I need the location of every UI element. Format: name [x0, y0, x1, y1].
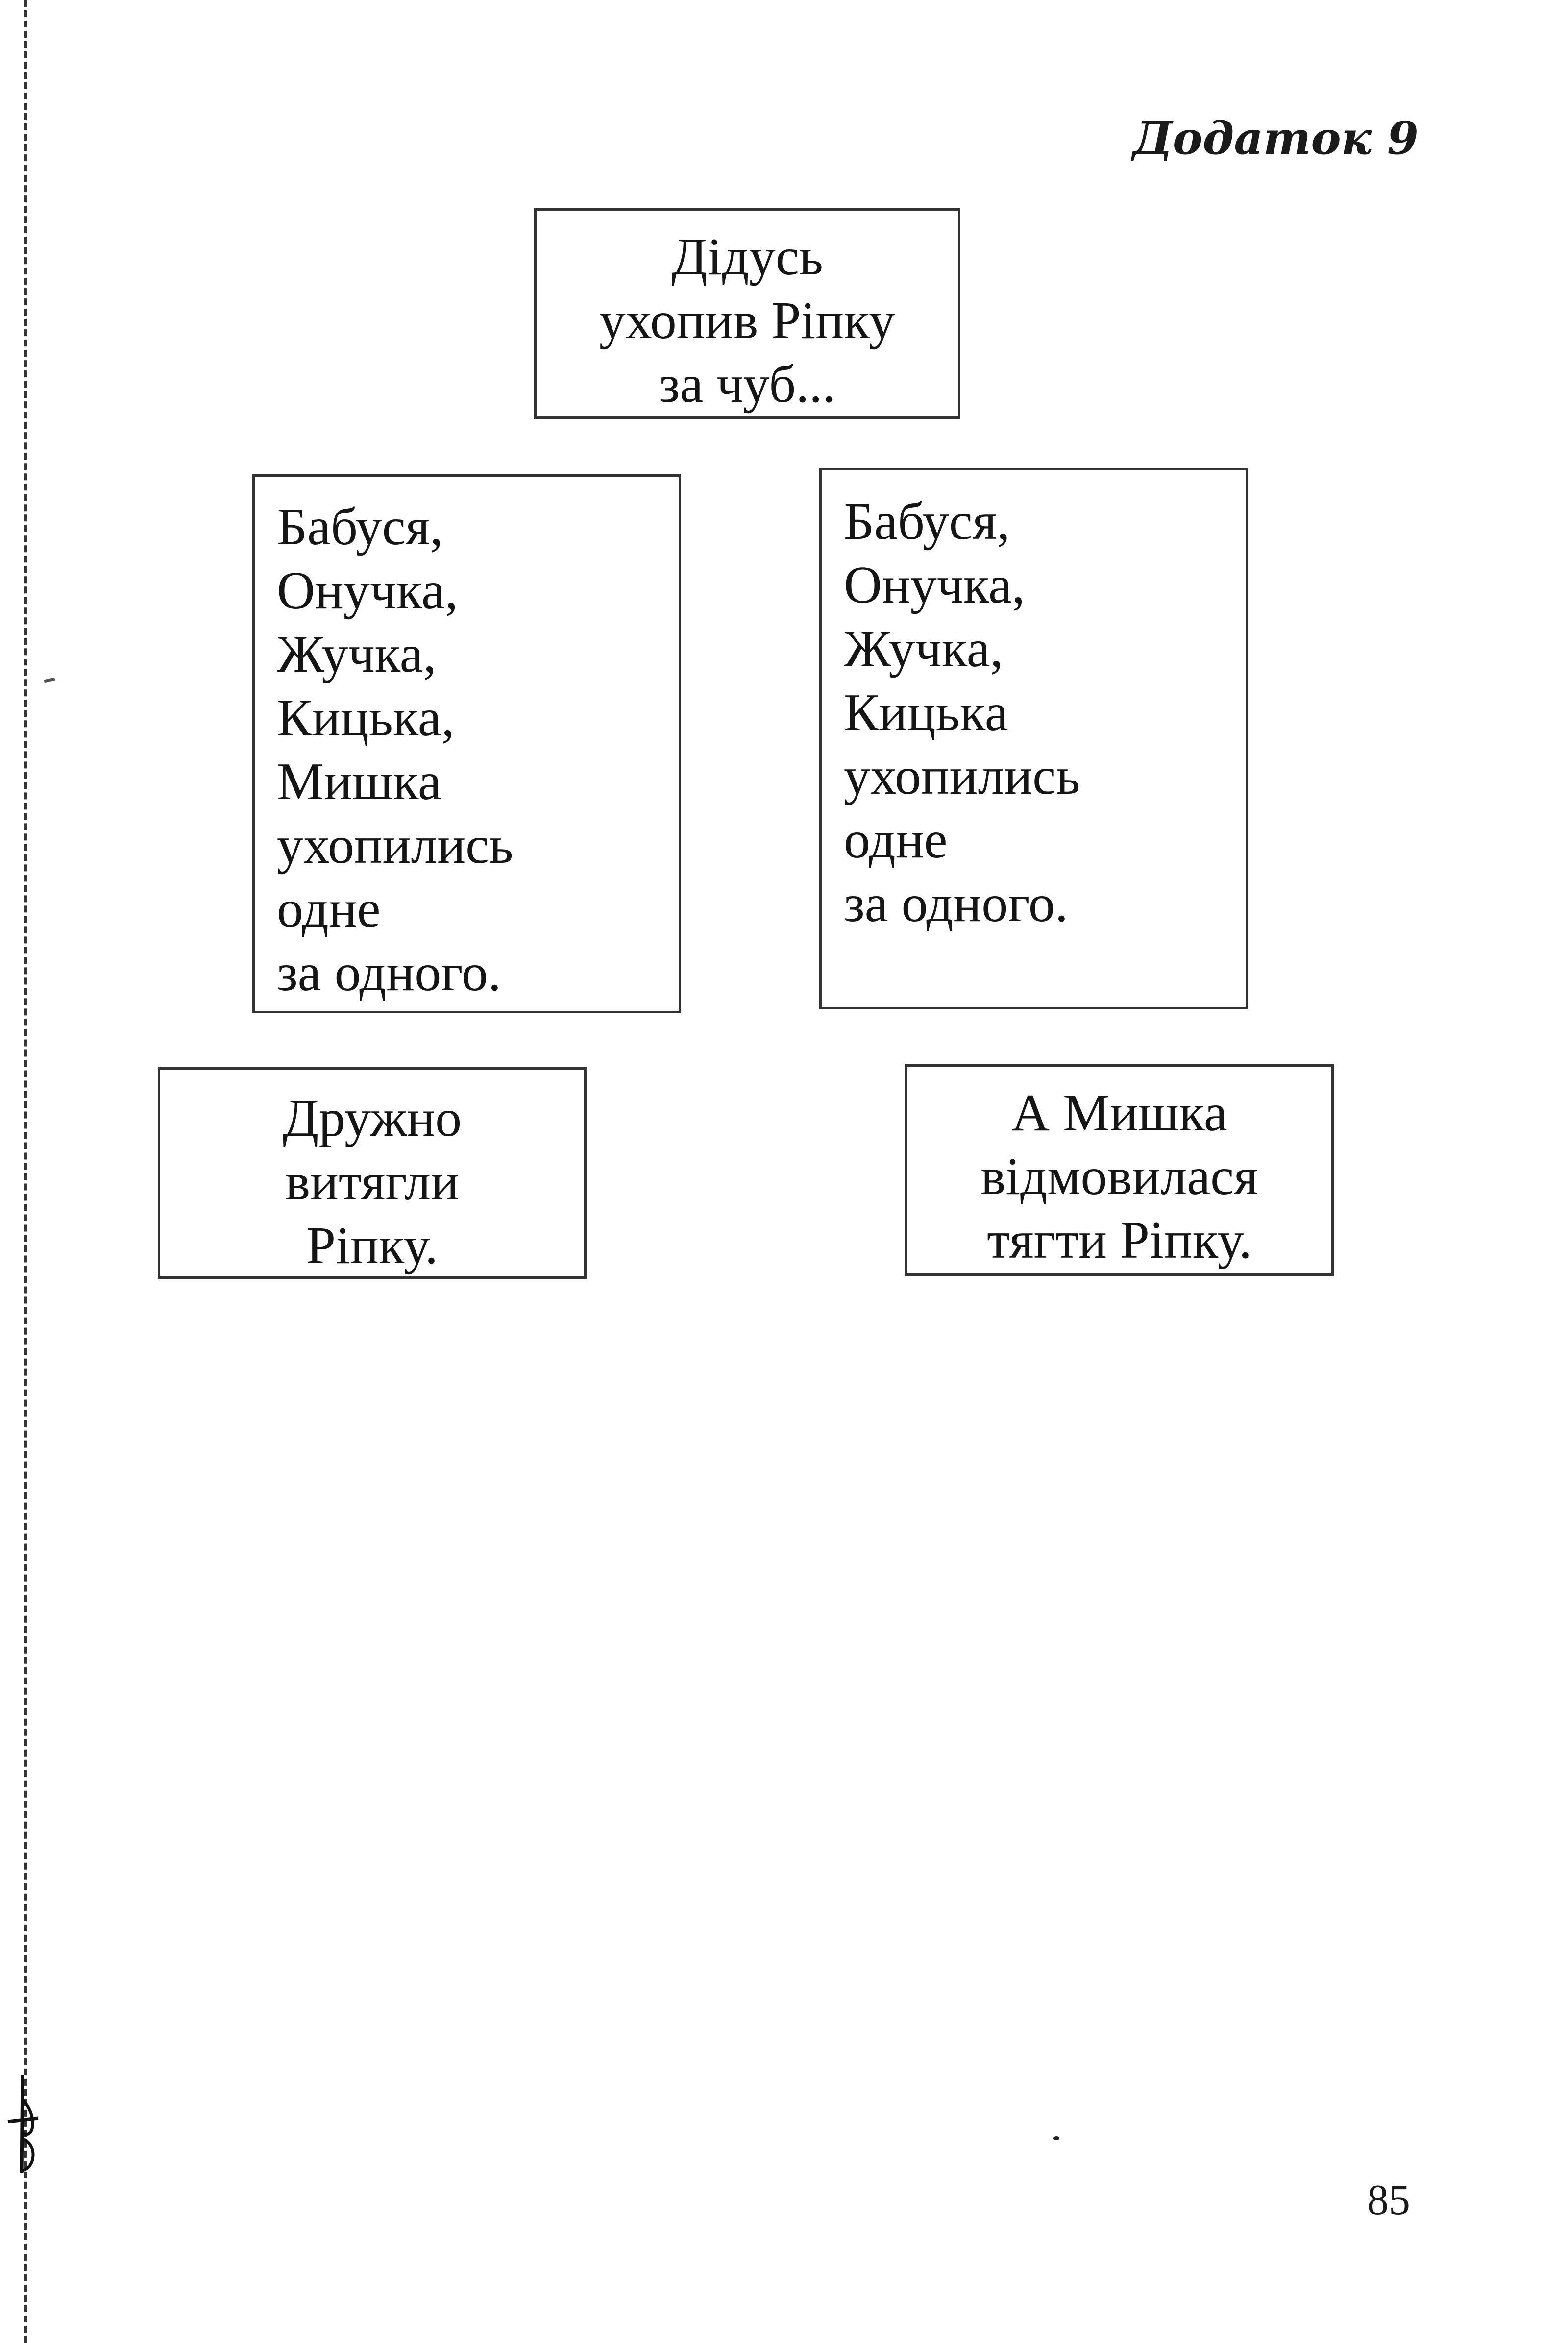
card-line: Мишка — [277, 753, 441, 811]
card-line: Ріпку. — [306, 1217, 438, 1275]
ink-speck — [1054, 2136, 1059, 2140]
card-line: А Мишка — [1011, 1084, 1227, 1142]
card-line: Онучка, — [844, 556, 1025, 614]
card-line: ухопились — [844, 747, 1080, 805]
handwritten-mark — [3, 2070, 42, 2178]
card-line: Жучка, — [844, 620, 1004, 678]
card-all-without-mouse — [819, 468, 1248, 1009]
card-line: Бабуся, — [844, 492, 1010, 551]
card-line: Кицька, — [277, 689, 455, 747]
card-line: тягти Ріпку. — [987, 1211, 1252, 1269]
card-line: ухопив Ріпку — [599, 292, 896, 350]
card-line: Жучка, — [277, 625, 437, 683]
card-grandfather — [534, 208, 960, 419]
card-line: ухопились — [277, 816, 514, 875]
card-all-with-mouse — [252, 474, 681, 1013]
page-number: 85 — [1367, 2176, 1410, 2224]
card-line: Онучка, — [277, 561, 458, 620]
scan-mark — [44, 678, 55, 683]
card-line: Дружно — [282, 1089, 462, 1147]
card-line: за одного. — [277, 944, 501, 1002]
card-line: Бабуся, — [277, 498, 443, 556]
card-line: Кицька — [844, 683, 1008, 742]
appendix-title: Додаток 9 — [1132, 112, 1419, 165]
card-line: за одного. — [844, 875, 1068, 933]
card-line: за чуб... — [659, 355, 836, 414]
dashed-cut-line — [24, 0, 27, 2343]
card-mouse-refused — [905, 1064, 1334, 1276]
card-line: відмовилася — [980, 1147, 1258, 1206]
card-line: Дідусь — [671, 228, 823, 286]
card-line: одне — [844, 811, 948, 869]
card-line: одне — [277, 880, 381, 938]
card-pulled-out — [158, 1067, 587, 1279]
card-line: витягли — [285, 1153, 459, 1211]
